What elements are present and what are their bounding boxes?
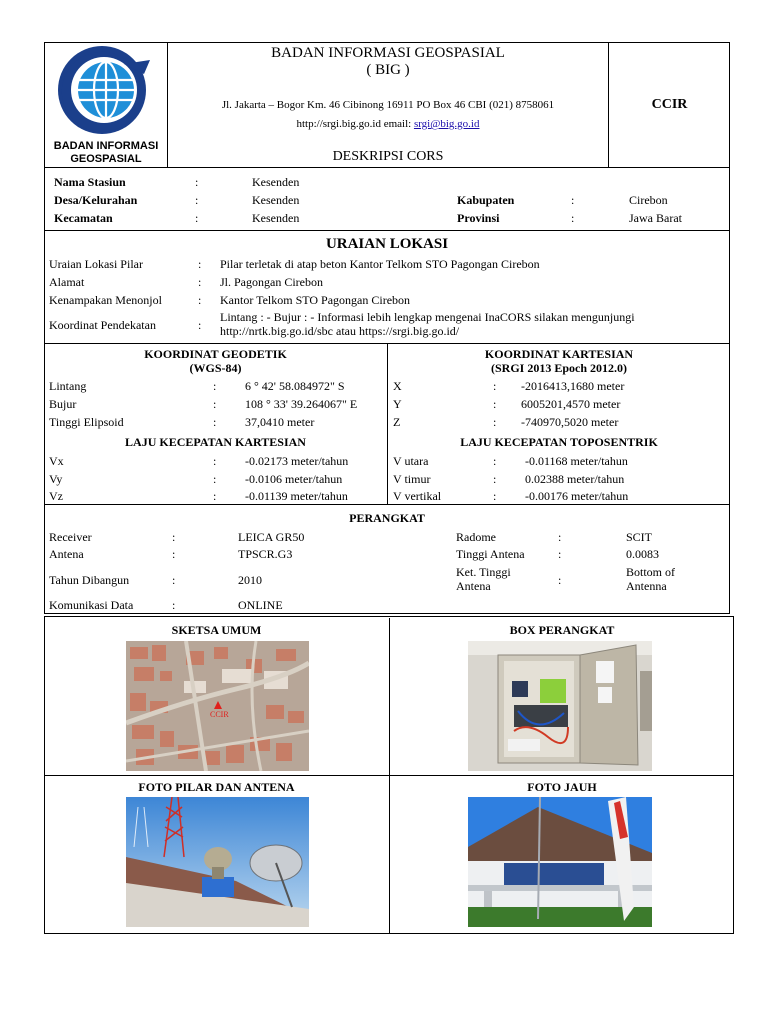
colon: : [493, 379, 497, 393]
tinggi-antena-value: 0.0083 [626, 547, 659, 561]
colon: : [172, 530, 176, 544]
colon: : [213, 472, 217, 486]
email-link[interactable]: srgi@big.go.id [413, 118, 480, 130]
v-vertikal-label: V vertikal [393, 489, 442, 503]
colon: : [198, 275, 202, 289]
colon: : [213, 397, 217, 411]
colon: : [493, 489, 497, 503]
kartesian-subtitle: (SRGI 2013 Epoch 2012.0) [490, 361, 627, 375]
box-perangkat-image [468, 641, 652, 771]
bujur-value: 108 ° 33' 39.264067" E [245, 397, 358, 411]
receiver-value: LEICA GR50 [238, 530, 305, 544]
v-timur-label: V timur [393, 472, 431, 486]
nama-stasiun-label: Nama Stasiun [54, 175, 126, 189]
laju-toposentrik-title: LAJU KECEPATAN TOPOSENTRIK [460, 435, 658, 449]
kabupaten-label: Kabupaten [457, 193, 515, 207]
logo-text-line2: GEOSPASIAL [70, 153, 142, 165]
box-perangkat-title: BOX PERANGKAT [509, 623, 615, 637]
bujur-label: Bujur [49, 397, 77, 411]
tinggi-antena-label: Tinggi Antena [456, 547, 525, 561]
foto-pilar-image [126, 797, 309, 927]
colon: : [493, 415, 497, 429]
ket-tinggi-label-1: Ket. Tinggi [456, 565, 511, 579]
logo-text-line1: BADAN INFORMASI [53, 140, 159, 152]
vx-value: -0.02173 meter/tahun [245, 454, 349, 468]
colon: : [558, 547, 562, 561]
colon: : [213, 415, 217, 429]
org-name: BADAN INFORMASI GEOSPASIAL [271, 45, 505, 61]
alamat-label: Alamat [49, 275, 85, 289]
y-value: 6005201,4570 meter [521, 397, 621, 411]
colon: : [213, 379, 217, 393]
colon: : [195, 193, 199, 207]
sketsa-umum-title: SKETSA UMUM [171, 623, 262, 637]
y-label: Y [393, 397, 402, 411]
kartesian-title: KOORDINAT KARTESIAN [484, 347, 634, 361]
z-value: -740970,5020 meter [521, 415, 619, 429]
v-utara-value: -0.01168 meter/tahun [525, 454, 628, 468]
vz-label: Vz [49, 489, 63, 503]
v-utara-label: V utara [393, 454, 429, 468]
desa-label: Desa/Kelurahan [54, 193, 138, 207]
station-code: CCIR [651, 97, 688, 112]
doc-title: DESKRIPSI CORS [332, 149, 444, 164]
vz-value: -0.01139 meter/tahun [245, 489, 348, 503]
colon: : [198, 293, 202, 307]
kabupaten-value: Cirebon [629, 193, 668, 207]
vy-value: -0.0106 meter/tahun [245, 472, 343, 486]
colon: : [571, 193, 575, 207]
colon: : [198, 318, 202, 332]
tahun-dibangun-value: 2010 [238, 573, 262, 587]
geodetik-title: KOORDINAT GEODETIK [144, 347, 287, 361]
koordinat-pendekatan-label: Koordinat Pendekatan [49, 318, 156, 332]
nama-stasiun-value: Kesenden [252, 175, 300, 189]
komunikasi-data-label: Komunikasi Data [49, 598, 134, 612]
tinggi-elipsoid-label: Tinggi Elipsoid [49, 415, 124, 429]
antena-label: Antena [49, 547, 84, 561]
geodetik-subtitle: (WGS-84) [189, 361, 242, 375]
colon: : [172, 573, 176, 587]
colon: : [213, 454, 217, 468]
foto-jauh-title: FOTO JAUH [527, 780, 597, 794]
radome-label: Radome [456, 530, 496, 544]
koordinat-pendekatan-line1: Lintang : - Bujur : - Informasi lebih lengkap mengenai InaCORS silakan mengunjungi [220, 310, 635, 324]
koordinat-pendekatan-line2: http://nrtk.big.go.id/sbc atau https://srgi.big.go.id/ [220, 324, 460, 338]
address: Jl. Jakarta – Bogor Km. 46 Cibinong 16911 PO Box 46 CBI (021) 8758061 [221, 99, 555, 111]
ket-tinggi-value-2: Antenna [626, 579, 667, 593]
colon: : [198, 257, 202, 271]
uraian-lokasi-value: Pilar terletak di atap beton Kantor Telkom STO Pagongan Cirebon [220, 257, 540, 271]
lintang-label: Lintang [49, 379, 87, 393]
antena-value: TPSCR.G3 [238, 547, 293, 561]
foto-jauh-image [468, 797, 652, 927]
colon: : [493, 454, 497, 468]
foto-pilar-title: FOTO PILAR DAN ANTENA [138, 780, 295, 794]
colon: : [558, 530, 562, 544]
perangkat-title: PERANGKAT [349, 511, 425, 525]
laju-kartesian-title: LAJU KECEPATAN KARTESIAN [125, 435, 306, 449]
provinsi-label: Provinsi [457, 211, 500, 225]
vx-label: Vx [49, 454, 64, 468]
big-logo [54, 44, 158, 138]
kenampakan-label: Kenampakan Menonjol [49, 293, 162, 307]
receiver-label: Receiver [49, 530, 92, 544]
x-value: -2016413,1680 meter [521, 379, 625, 393]
uraian-lokasi-title: URAIAN LOKASI [325, 236, 449, 252]
tinggi-elipsoid-value: 37,0410 meter [245, 415, 315, 429]
web-email-line [168, 117, 608, 131]
v-vertikal-value: -0.00176 meter/tahun [525, 489, 629, 503]
vy-label: Vy [49, 472, 63, 486]
x-label: X [393, 379, 402, 393]
colon: : [493, 397, 497, 411]
station-info-section [44, 167, 730, 231]
ket-tinggi-label-2: Antena [456, 579, 491, 593]
colon: : [493, 472, 497, 486]
lintang-value: 6 ° 42' 58.084972" S [245, 379, 345, 393]
ket-tinggi-value-1: Bottom of [626, 565, 676, 579]
uraian-lokasi-label: Uraian Lokasi Pilar [49, 257, 143, 271]
kenampakan-value: Kantor Telkom STO Pagongan Cirebon [220, 293, 411, 307]
komunikasi-data-value: ONLINE [238, 598, 283, 612]
desa-value: Kesenden [252, 193, 300, 207]
colon: : [571, 211, 575, 225]
colon: : [172, 547, 176, 561]
colon: : [172, 598, 176, 612]
kecamatan-value: Kesenden [252, 211, 300, 225]
alamat-value: Jl. Pagongan Cirebon [220, 275, 323, 289]
sketsa-umum-image [126, 641, 309, 771]
colon: : [213, 489, 217, 503]
colon: : [558, 573, 562, 587]
radome-value: SCIT [626, 530, 653, 544]
web-text: http://srgi.big.go.id email: [296, 118, 414, 130]
sketsa-marker-label: CCIR [210, 710, 229, 719]
org-abbr: ( BIG ) [366, 62, 410, 78]
z-label: Z [393, 415, 401, 429]
v-timur-value: 0.02388 meter/tahun [525, 472, 625, 486]
provinsi-value: Jawa Barat [629, 211, 682, 225]
colon: : [195, 211, 199, 225]
tahun-dibangun-label: Tahun Dibangun [49, 573, 130, 587]
kecamatan-label: Kecamatan [54, 211, 113, 225]
colon: : [195, 175, 199, 189]
